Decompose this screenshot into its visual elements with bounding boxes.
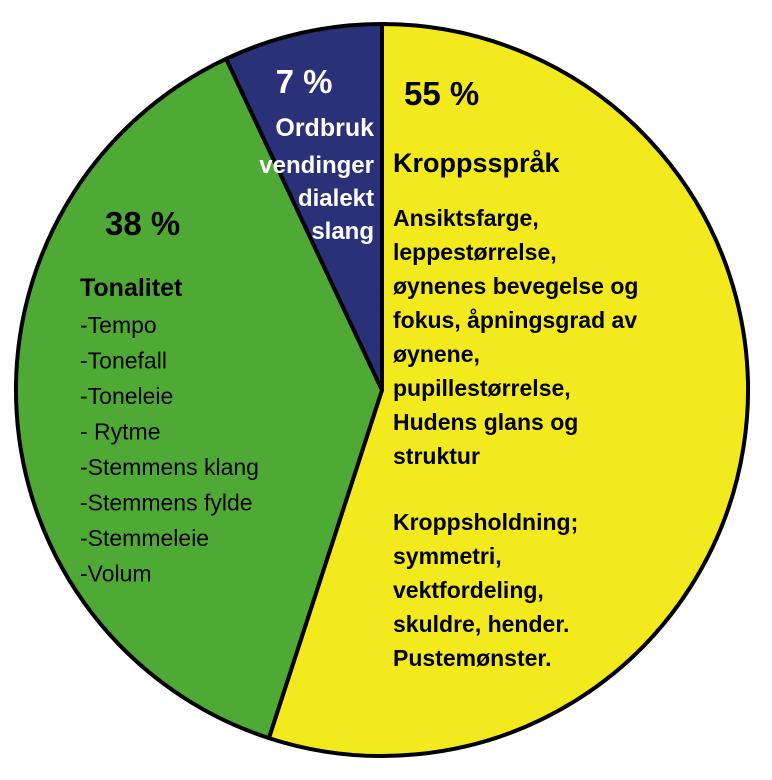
slice-detail-line-yellow: fokus, åpningsgrad av — [393, 307, 638, 333]
slice-detail-line-green: -Toneleie — [80, 383, 174, 409]
slice-detail-line-yellow: skuldre, hender. — [393, 611, 570, 637]
slice-percent-label-blue: 7 % — [275, 63, 333, 100]
slice-detail-line-green: -Stemmens fylde — [80, 489, 253, 516]
slice-detail-line-yellow: Hudens glans og — [393, 409, 579, 435]
slice-detail-line-green: -Stemmeleie — [80, 525, 210, 551]
slice-detail-line-yellow: øynenes bevegelse og — [393, 273, 639, 299]
slice-detail-line-green: -Tonefall — [80, 347, 167, 374]
slice-percent-label-green: 38 % — [105, 205, 181, 242]
slice-detail-line-yellow: Kroppsholdning; — [393, 509, 579, 535]
slice-detail-line-yellow: øynene, — [393, 341, 480, 367]
slice-category-label-blue: Ordbruk — [275, 114, 374, 142]
slice-detail-line-green: - Rytme — [80, 418, 161, 445]
slice-percent-label-yellow: 55 % — [404, 75, 480, 112]
slice-detail-line-green: -Tempo — [80, 312, 157, 338]
slice-detail-line-yellow: leppestørrelse, — [393, 239, 557, 265]
slice-detail-line-blue: vendinger — [259, 152, 374, 179]
slice-detail-line-yellow: struktur — [393, 443, 480, 469]
slice-detail-line-green: -Stemmens klang — [80, 454, 259, 480]
slice-detail-line-blue: slang — [311, 218, 374, 245]
slice-detail-line-yellow: pupillestørrelse, — [393, 375, 571, 401]
slice-category-label-green: Tonalitet — [80, 274, 183, 302]
slice-detail-line-yellow: Pustemønster. — [393, 645, 552, 671]
slice-category-label-yellow: Kroppsspråk — [393, 148, 560, 178]
slice-detail-line-yellow: symmetri, — [393, 543, 502, 569]
slice-detail-line-yellow: vektfordeling, — [393, 577, 544, 603]
slice-detail-line-yellow: Ansiktsfarge, — [393, 205, 539, 231]
slice-detail-line-green: -Volum — [80, 560, 152, 587]
slice-detail-line-blue: dialekt — [297, 185, 374, 212]
